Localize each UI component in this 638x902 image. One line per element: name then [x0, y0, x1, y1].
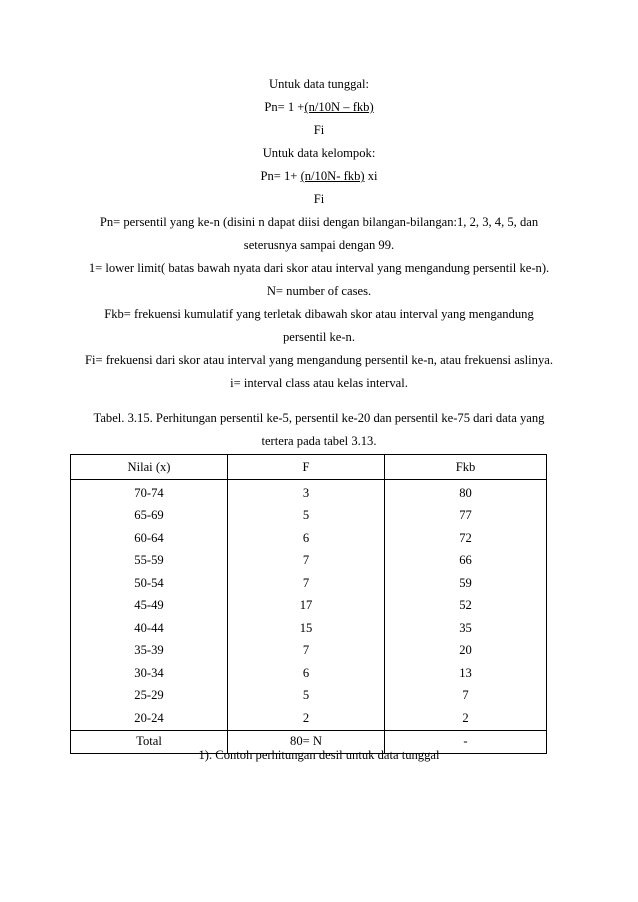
kelompok-formula-numerator: (n/10N- fkb) [300, 169, 365, 183]
cell-nilai: 25-29 [71, 685, 228, 708]
cell-fkb: 59 [385, 572, 547, 595]
definition-lower-limit: 1= lower limit( batas bawah nyata dari skor atau interval yang mengandung persentil ke-n). [88, 261, 550, 275]
cell-f: 5 [228, 685, 385, 708]
percentile-table [70, 454, 547, 754]
cell-fkb: 35 [385, 617, 547, 640]
cell-nilai: 70-74 [71, 480, 228, 505]
table-header-row [71, 455, 547, 480]
cell-fkb: 7 [385, 685, 547, 708]
table-row [71, 662, 547, 685]
definition-pn-line2: seterusnya sampai dengan 99. [243, 238, 395, 252]
cell-nilai: 40-44 [71, 617, 228, 640]
header-fkb: Fkb [385, 455, 547, 480]
cell-f: 6 [228, 527, 385, 550]
cell-fkb: 20 [385, 640, 547, 663]
cell-nilai: 60-64 [71, 527, 228, 550]
tunggal-formula [0, 99, 638, 115]
cell-nilai: 50-54 [71, 572, 228, 595]
header-nilai: Nilai (x) [71, 455, 228, 480]
cell-f: 15 [228, 617, 385, 640]
cell-f: 6 [228, 662, 385, 685]
kelompok-heading: Untuk data kelompok: [262, 146, 376, 160]
kelompok-formula-denominator: Fi [313, 192, 325, 206]
cell-nilai: 30-34 [71, 662, 228, 685]
kelompok-formula-prefix: Pn= 1+ [260, 169, 301, 183]
definition-i: i= interval class atau kelas interval. [230, 376, 408, 390]
total-label: Total [71, 730, 228, 753]
cell-nilai: 20-24 [71, 707, 228, 730]
cell-nilai: 65-69 [71, 505, 228, 528]
cell-f: 3 [228, 480, 385, 505]
table-row [71, 527, 547, 550]
cell-fkb: 77 [385, 505, 547, 528]
definition-n: N= number of cases. [266, 284, 372, 298]
kelompok-formula-suffix: xi [364, 169, 378, 183]
tunggal-formula-prefix: Pn= 1 + [264, 100, 305, 114]
table-row [71, 617, 547, 640]
cell-f: 2 [228, 707, 385, 730]
cell-f: 7 [228, 640, 385, 663]
cell-f: 7 [228, 572, 385, 595]
cell-fkb: 66 [385, 550, 547, 573]
table-row [71, 707, 547, 730]
table-row [71, 640, 547, 663]
cell-fkb: 72 [385, 527, 547, 550]
cell-fkb: 52 [385, 595, 547, 618]
definition-fkb-line1: Fkb= frekuensi kumulatif yang terletak dibawah skor atau interval yang mengandung [104, 307, 534, 321]
cell-nilai: 45-49 [71, 595, 228, 618]
table-row [71, 550, 547, 573]
tunggal-formula-denominator: Fi [313, 123, 325, 137]
cell-fkb: 13 [385, 662, 547, 685]
definition-fkb-line2: persentil ke-n. [282, 330, 356, 344]
cell-f: 7 [228, 550, 385, 573]
table-row [71, 572, 547, 595]
cell-fkb: 2 [385, 707, 547, 730]
tunggal-formula-numerator: (n/10N – fkb) [304, 100, 374, 114]
cell-f: 5 [228, 505, 385, 528]
cell-nilai: 35-39 [71, 640, 228, 663]
total-f: 80= N [228, 730, 385, 753]
kelompok-formula [0, 168, 638, 184]
table-row [71, 595, 547, 618]
definition-fi: Fi= frekuensi dari skor atau interval yang mengandung persentil ke-n, atau frekuensi aslinya. [84, 353, 554, 367]
definition-pn-line1: Pn= persentil yang ke-n (disini n dapat diisi dengan bilangan-bilangan:1, 2, 3, 4, 5, dan [99, 215, 539, 229]
header-f: F [228, 455, 385, 480]
cell-nilai: 55-59 [71, 550, 228, 573]
footer-text: 1). Contoh perhitungan desil untuk data tunggal [198, 748, 440, 762]
table-caption-line1: Tabel. 3.15. Perhitungan persentil ke-5, persentil ke-20 dan persentil ke-75 dari data yang [93, 411, 545, 425]
cell-f: 17 [228, 595, 385, 618]
tunggal-heading: Untuk data tunggal: [268, 77, 370, 91]
table-row [71, 685, 547, 708]
cell-fkb: 80 [385, 480, 547, 505]
table-row [71, 480, 547, 505]
table-caption-line2: tertera pada tabel 3.13. [261, 434, 377, 448]
table-row [71, 505, 547, 528]
total-fkb: - [385, 730, 547, 753]
